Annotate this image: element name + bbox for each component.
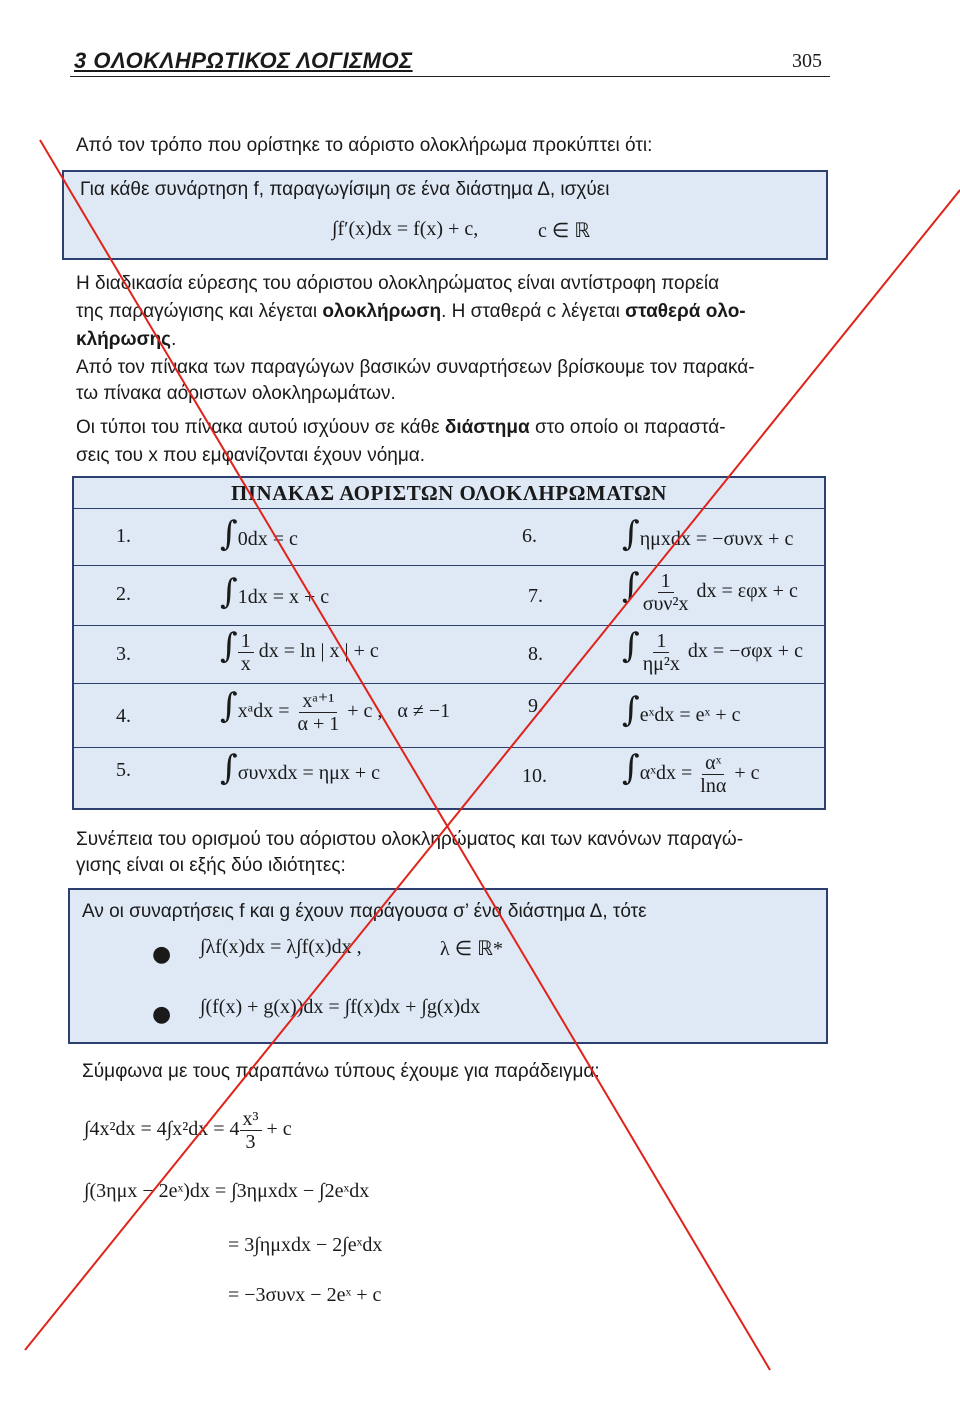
property-linear-cond: λ ∈ ℝ* bbox=[440, 938, 503, 960]
row-number: 3. bbox=[116, 643, 131, 665]
formula: ∫xᵃdx = $\frac{\text{xᵃ⁺¹}}{\alpha + 1}$ + c , α ≠ −1 bbox=[220, 686, 451, 735]
para3-line2: σεις του x που εμφανίζονται έχουν νόημα. bbox=[76, 445, 426, 466]
row-number: 8. bbox=[528, 643, 543, 665]
para1-period: . bbox=[171, 329, 177, 350]
chapter-title: 3 ΟΛΟΚΛΗΡΩΤΙΚΟΣ ΛΟΓΙΣΜΟΣ bbox=[74, 48, 413, 73]
term-integration: ολοκλήρωση bbox=[322, 301, 442, 322]
example-intro: Σύμφωνα με τους παραπάνω τύπους έχουμε για παράδειγμα: bbox=[82, 1061, 600, 1082]
formula: ∫αˣdx = $\frac{\text{αˣ}}{\ln\alpha}$ + c bbox=[622, 748, 760, 797]
term-constant: σταθερά ολο- bbox=[625, 301, 746, 322]
box1-formula: ∫f′(x)dx = f(x) + c, bbox=[332, 218, 479, 240]
bullet-marker: ● bbox=[152, 942, 172, 967]
para4-line1: Συνέπεια του ορισμού του αόριστου ολοκληρώματος και των κανόνων παραγώ- bbox=[76, 829, 744, 850]
para1-text-a: της παραγώγισης και λέγεται bbox=[76, 301, 323, 322]
para1-line1: Η διαδικασία εύρεσης του αόριστου ολοκληρώματος είναι αντίστροφη πορεία bbox=[76, 273, 720, 294]
cross-line bbox=[40, 140, 770, 1370]
para2-line2: τω πίνακα αόριστων ολοκληρωμάτων. bbox=[76, 383, 396, 404]
example-eq3: = 3∫ημxdx − 2∫eˣdx bbox=[228, 1234, 383, 1256]
example-eq1: ∫4x²dx = 4∫x²dx = 4 $\frac{\text{x³}}{3}$ + c bbox=[84, 1108, 292, 1153]
row-number: 4. bbox=[116, 705, 131, 727]
formula: ∫συνxdx = ημx + c bbox=[220, 748, 381, 788]
para4-line2: γισης είναι οι εξής δύο ιδιότητες: bbox=[76, 855, 346, 876]
box2-text: Αν οι συναρτήσεις f και g έχουν παράγουσα σ’ ένα διάστημα Δ, τότε bbox=[82, 901, 647, 922]
row-number: 5. bbox=[116, 759, 131, 781]
para3-text-c: στο οποίο οι παραστά- bbox=[529, 417, 726, 438]
formula: ∫0dx = c bbox=[220, 514, 298, 554]
property-linear: ∫λf(x)dx = λ∫f(x)dx , bbox=[200, 936, 362, 958]
bullet-marker: ● bbox=[152, 1002, 172, 1027]
row-number: 10. bbox=[522, 765, 547, 787]
formula: ∫ $\frac{1}{\text{ημ²x}}$ dx = −σφx + c bbox=[622, 626, 803, 675]
row-number: 9. bbox=[528, 695, 543, 717]
formula: ∫ $\frac{1}{\text{συν²x}}$ dx = εφx + c bbox=[622, 566, 798, 615]
formula: ∫ $\frac{1}{x}$ dx = ln | x | + c bbox=[220, 626, 379, 675]
page-number: 305 bbox=[792, 50, 822, 72]
cross-line bbox=[25, 190, 960, 1350]
property-additive: ∫(f(x) + g(x))dx = ∫f(x)dx + ∫g(x)dx bbox=[200, 996, 481, 1018]
formula: ∫eˣdx = eˣ + c bbox=[622, 690, 741, 730]
example-eq2: ∫(3ημx − 2eˣ)dx = ∫3ημxdx − ∫2eˣdx bbox=[84, 1180, 370, 1202]
box1-condition: c ∈ ℝ bbox=[538, 220, 591, 242]
term-interval: διάστημα bbox=[444, 417, 530, 438]
formula: ∫ημxdx = −συνx + c bbox=[622, 514, 794, 554]
row-number: 2. bbox=[116, 583, 131, 605]
row-number: 6. bbox=[522, 525, 537, 547]
intro-line: Από τον τρόπο που ορίστηκε το αόριστο ολοκλήρωμα προκύπτει ότι: bbox=[76, 135, 653, 156]
example-eq4: = −3συνx − 2eˣ + c bbox=[228, 1284, 382, 1306]
term-constant-end: κλήρωσης bbox=[76, 329, 172, 350]
para1-text-c: . Η σταθερά c λέγεται bbox=[441, 301, 626, 322]
box1-text: Για κάθε συνάρτηση f, παραγωγίσιμη σε ένα διάστημα Δ, ισχύει bbox=[80, 179, 610, 200]
para3-text-a: Οι τύποι του πίνακα αυτού ισχύουν σε κάθε bbox=[76, 417, 445, 438]
formula: ∫1dx = x + c bbox=[220, 572, 330, 612]
para2-line1: Από τον πίνακα των παραγώγων βασικών συναρτήσεων βρίσκουμε τον παρακά- bbox=[76, 357, 755, 378]
row-number: 7. bbox=[528, 585, 543, 607]
table-title: ΠΙΝΑΚΑΣ ΑΟΡΙΣΤΩΝ ΟΛΟΚΛΗΡΩΜΑΤΩΝ bbox=[231, 481, 667, 505]
row-number: 1. bbox=[116, 525, 131, 547]
